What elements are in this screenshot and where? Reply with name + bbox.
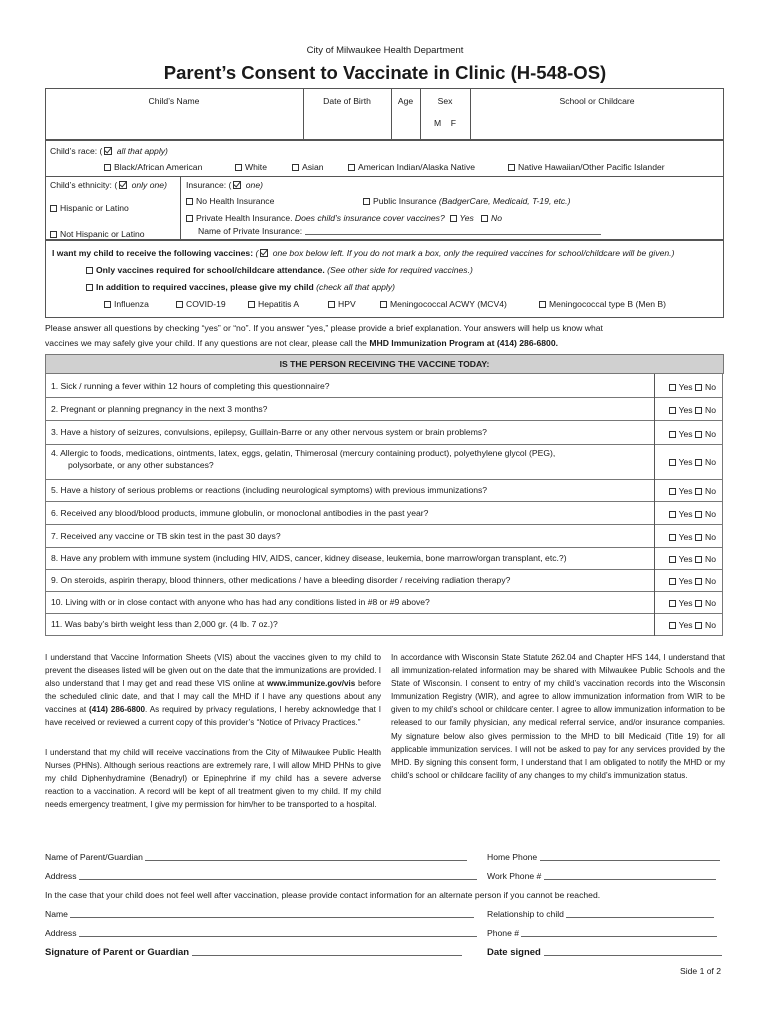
insurance-label: Insurance: ( one) bbox=[186, 180, 263, 190]
checkbox-icon[interactable] bbox=[348, 164, 355, 171]
question-row bbox=[45, 570, 723, 592]
question-row bbox=[45, 548, 723, 570]
signature-field[interactable]: Signature of Parent or Guardian bbox=[45, 947, 462, 958]
race-label: Child’s race: ( all that apply) bbox=[50, 146, 168, 156]
question-row bbox=[45, 445, 723, 480]
checkbox-icon[interactable] bbox=[669, 384, 676, 391]
question-row bbox=[45, 421, 723, 445]
checkbox-icon[interactable] bbox=[669, 600, 676, 607]
yes-no-choice[interactable]: Yes No bbox=[669, 405, 716, 415]
yes-no-choice[interactable]: Yes No bbox=[669, 620, 716, 630]
age-header: Age bbox=[397, 96, 414, 106]
checkbox-icon[interactable] bbox=[104, 301, 111, 308]
checkbox-icon[interactable] bbox=[669, 578, 676, 585]
question-text: 9. On steroids, aspirin therapy, blood thinners, other medications / have a bleeding disorder / receiving radiation therapy? bbox=[51, 575, 511, 585]
checkbox-icon[interactable] bbox=[481, 215, 488, 222]
checkbox-icon[interactable] bbox=[186, 198, 193, 205]
checkbox-icon[interactable] bbox=[695, 511, 702, 518]
consent-privacy-paragraph: In accordance with Wisconsin State Statute 262.04 and Chapter HFS 144, I understand that all immunization-related information may be shared with Milwaukee Public Schools and the State of Wisconsin. I consent to entry of my child’s vaccination records into the Wisconsin Immunization Registry (WIR), and agree to allow immunization information from WIR to be given to my child’s school or childcare center. I agree to allow immunization information to be released to our family physician, any medical referral service, and/or insurance companies. My signature below also gives permission to the MHD to bill Medicaid (Title 19) for all applicable immunization services. I will not be asked to pay for any services provided by the MHD. By signing this consent form, I understand that I am obligated to notify the MHD or my child’s school or childcare facility of any changes to my child’s immunization status. bbox=[391, 653, 725, 780]
insurance-none[interactable]: No Health Insurance bbox=[186, 196, 274, 206]
checkbox-icon[interactable] bbox=[363, 198, 370, 205]
checkbox-icon[interactable] bbox=[86, 284, 93, 291]
alt-address-field[interactable]: Address bbox=[45, 928, 477, 938]
vaccine-menb[interactable]: Meningococcal type B (Men B) bbox=[539, 299, 666, 309]
yes-no-choice[interactable]: Yes No bbox=[669, 457, 716, 467]
consent-treatment-paragraph: I understand that my child will receive vaccinations from the City of Milwaukee Public Health Nurses (PHNs). Although serious reactions are extremely rare, I will allow MHD PHNs to give my child Diphenhydramine (Benadryl) or Epinephrine if my child has a severe adverse reaction to a vaccination. A record will be kept of all treatment given to my child. If my child needs emergency treatment, I give my permission for him/her to be transported to a hospital. bbox=[45, 748, 381, 810]
question-text: 4. Allergic to foods, medications, ointments, latex, eggs, gelatin, Thimerosal (mercury containing product), polyethylene glycol (PEG), bbox=[51, 448, 556, 458]
checkbox-icon[interactable] bbox=[695, 459, 702, 466]
insurance-public[interactable]: Public Insurance (BadgerCare, Medicaid, T-19, etc.) bbox=[363, 196, 570, 206]
private-insurance-name[interactable]: Name of Private Insurance: bbox=[198, 226, 601, 236]
question-row bbox=[45, 614, 723, 636]
checkbox-icon[interactable] bbox=[695, 578, 702, 585]
ethnicity-not-hispanic[interactable]: Not Hispanic or Latino bbox=[50, 229, 145, 239]
question-row bbox=[45, 374, 723, 398]
checkbox-icon[interactable] bbox=[50, 231, 57, 238]
checkbox-icon[interactable] bbox=[292, 164, 299, 171]
question-text: 11. Was baby’s birth weight less than 2,000 gr. (4 lb. 7 oz.)? bbox=[51, 619, 278, 629]
question-row bbox=[45, 480, 723, 502]
yes-no-choice[interactable]: Yes No bbox=[669, 554, 716, 564]
race-option-asian[interactable]: Asian bbox=[292, 162, 324, 172]
alt-phone-field[interactable]: Phone # bbox=[487, 928, 717, 938]
questions-header: IS THE PERSON RECEIVING THE VACCINE TODAY: bbox=[45, 354, 724, 374]
vaccine-hepatitis-a[interactable]: Hepatitis A bbox=[248, 299, 299, 309]
checkbox-icon[interactable] bbox=[380, 301, 387, 308]
checkbox-icon[interactable] bbox=[695, 622, 702, 629]
yes-no-choice[interactable]: Yes No bbox=[669, 486, 716, 496]
race-option-pacific-islander[interactable]: Native Hawaiian/Other Pacific Islander bbox=[508, 162, 665, 172]
instructions-line1: Please answer all questions by checking “yes” or “no”. If you answer “yes,” please provide a brief explanation. Your answers will help us know what bbox=[45, 323, 603, 333]
vaccine-hpv[interactable]: HPV bbox=[328, 299, 356, 309]
checkbox-icon[interactable] bbox=[695, 534, 702, 541]
question-text: 7. Received any vaccine or TB skin test in the past 30 days? bbox=[51, 531, 281, 541]
checkbox-icon[interactable] bbox=[235, 164, 242, 171]
question-row bbox=[45, 592, 723, 614]
instructions-line2: vaccines we may safely give your child. If any questions are not clear, please call the MHD Immunization Program at (414) 286-6800. bbox=[45, 338, 558, 348]
additional-vaccines-option[interactable]: In addition to required vaccines, please give my child (check all that apply) bbox=[86, 282, 395, 292]
date-signed-field[interactable]: Date signed bbox=[487, 947, 722, 958]
ethnicity-label: Child’s ethnicity: ( only one) bbox=[50, 180, 167, 190]
checkbox-icon[interactable] bbox=[508, 164, 515, 171]
department-name: City of Milwaukee Health Department bbox=[306, 45, 464, 56]
form-title: Parent’s Consent to Vaccinate in Clinic (H-548-OS) bbox=[163, 62, 607, 83]
sex-options[interactable]: M F bbox=[434, 118, 456, 128]
home-phone-field[interactable]: Home Phone bbox=[487, 852, 720, 862]
page-number: Side 1 of 2 bbox=[680, 966, 722, 976]
school-header: School or Childcare bbox=[559, 96, 635, 106]
checkbox-icon[interactable] bbox=[695, 556, 702, 563]
checkbox-icon[interactable] bbox=[695, 600, 702, 607]
checkmark-icon bbox=[119, 181, 127, 189]
race-option-american-indian[interactable]: American Indian/Alaska Native bbox=[348, 162, 475, 172]
question-text-continued: polysorbate, or any other substances? bbox=[68, 460, 214, 470]
sex-header: Sex bbox=[437, 96, 453, 106]
alternate-contact-note: In the case that your child does not feel well after vaccination, please provide contact information for an alternate person if you cannot be reached. bbox=[45, 890, 601, 900]
vaccine-mcv4[interactable]: Meningococcal ACWY (MCV4) bbox=[380, 299, 507, 309]
vaccine-influenza[interactable]: Influenza bbox=[104, 299, 149, 309]
checkmark-icon bbox=[260, 249, 268, 257]
checkbox-icon[interactable] bbox=[669, 556, 676, 563]
checkbox-icon[interactable] bbox=[669, 459, 676, 466]
checkbox-icon[interactable] bbox=[50, 205, 57, 212]
checkbox-icon[interactable] bbox=[248, 301, 255, 308]
checkbox-icon[interactable] bbox=[669, 431, 676, 438]
vaccine-covid[interactable]: COVID-19 bbox=[176, 299, 226, 309]
checkbox-icon[interactable] bbox=[695, 407, 702, 414]
yes-no-choice[interactable]: Yes No bbox=[669, 382, 716, 392]
question-text: 8. Have any problem with immune system (including HIV, AIDS, cancer, kidney disease, leukemia, bone marrow/organ transplant, etc.?) bbox=[51, 553, 567, 563]
only-required-option[interactable]: Only vaccines required for school/childcare attendance. (See other side for required vaccines.) bbox=[86, 265, 473, 275]
yes-no-choice[interactable]: Yes No bbox=[669, 598, 716, 608]
checkbox-icon[interactable] bbox=[328, 301, 335, 308]
address-field[interactable]: Address bbox=[45, 871, 477, 881]
checkbox-icon[interactable] bbox=[450, 215, 457, 222]
alt-name-field[interactable]: Name bbox=[45, 909, 474, 919]
yes-no-choice[interactable]: Yes No bbox=[669, 429, 716, 439]
question-row bbox=[45, 525, 723, 548]
checkbox-icon[interactable] bbox=[669, 534, 676, 541]
checkmark-icon bbox=[104, 147, 112, 155]
checkbox-icon[interactable] bbox=[669, 488, 676, 495]
question-text: 1. Sick / running a fever within 12 hours of completing this questionnaire? bbox=[51, 381, 330, 391]
race-option-white[interactable]: White bbox=[235, 162, 267, 172]
question-text: 6. Received any blood/blood products, immune globulin, or monoclonal antibodies in the past year? bbox=[51, 508, 429, 518]
race-option-black[interactable]: Black/African American bbox=[104, 162, 202, 172]
insurance-private[interactable]: Private Health Insurance. Does child’s insurance cover vaccines? Yes No bbox=[186, 213, 502, 223]
checkbox-icon[interactable] bbox=[176, 301, 183, 308]
checkbox-icon[interactable] bbox=[669, 622, 676, 629]
question-text: 2. Pregnant or planning pregnancy in the next 3 months? bbox=[51, 404, 268, 414]
dob-header: Date of Birth bbox=[323, 96, 371, 106]
ethnicity-hispanic[interactable]: Hispanic or Latino bbox=[50, 203, 129, 213]
checkbox-icon[interactable] bbox=[104, 164, 111, 171]
checkbox-icon[interactable] bbox=[669, 407, 676, 414]
checkbox-icon[interactable] bbox=[86, 267, 93, 274]
checkbox-icon[interactable] bbox=[186, 215, 193, 222]
question-row bbox=[45, 398, 723, 421]
yes-no-choice[interactable]: Yes No bbox=[669, 576, 716, 586]
checkbox-icon[interactable] bbox=[695, 384, 702, 391]
consent-vis-paragraph: I understand that Vaccine Information Sheets (VIS) about the vaccines given to my child to prevent the diseases listed will be given out on the date that the immunizations are provided. I also understand that I may get and read these VIS online at www.immunize.gov/vis before the scheduled clinic date, and that I may call the MHD if I have any questions about any vaccines at (414) 286-6800. As required by privacy regulations, I hereby acknowledge that I have received or reviewed a current copy of this provider’s “Notice of Privacy Practices.” bbox=[45, 653, 381, 728]
vaccines-intro: I want my child to receive the following vaccines: ( one box below left. If you do not mark a box, only the required vaccines for school/childcare will be given.) bbox=[52, 248, 675, 258]
question-row bbox=[45, 502, 723, 525]
checkbox-icon[interactable] bbox=[695, 431, 702, 438]
question-text: 3. Have a history of seizures, convulsions, epilepsy, Guillain-Barre or any other nervous system or brain problems? bbox=[51, 427, 487, 437]
checkbox-icon[interactable] bbox=[695, 488, 702, 495]
checkbox-icon[interactable] bbox=[539, 301, 546, 308]
parent-name-field[interactable]: Name of Parent/Guardian bbox=[45, 852, 467, 862]
question-text: 5. Have a history of serious problems or reactions (including neurological symptoms) with previous immunizations? bbox=[51, 485, 488, 495]
checkmark-icon bbox=[233, 181, 241, 189]
work-phone-field[interactable]: Work Phone # bbox=[487, 871, 716, 881]
relationship-field[interactable]: Relationship to child bbox=[487, 909, 714, 919]
question-text: 10. Living with or in close contact with anyone who has had any conditions listed in #8 or #9 above? bbox=[51, 597, 430, 607]
yes-no-choice[interactable]: Yes No bbox=[669, 509, 716, 519]
child-name-header: Child’s Name bbox=[148, 96, 200, 106]
checkbox-icon[interactable] bbox=[669, 511, 676, 518]
yes-no-choice[interactable]: Yes No bbox=[669, 532, 716, 542]
